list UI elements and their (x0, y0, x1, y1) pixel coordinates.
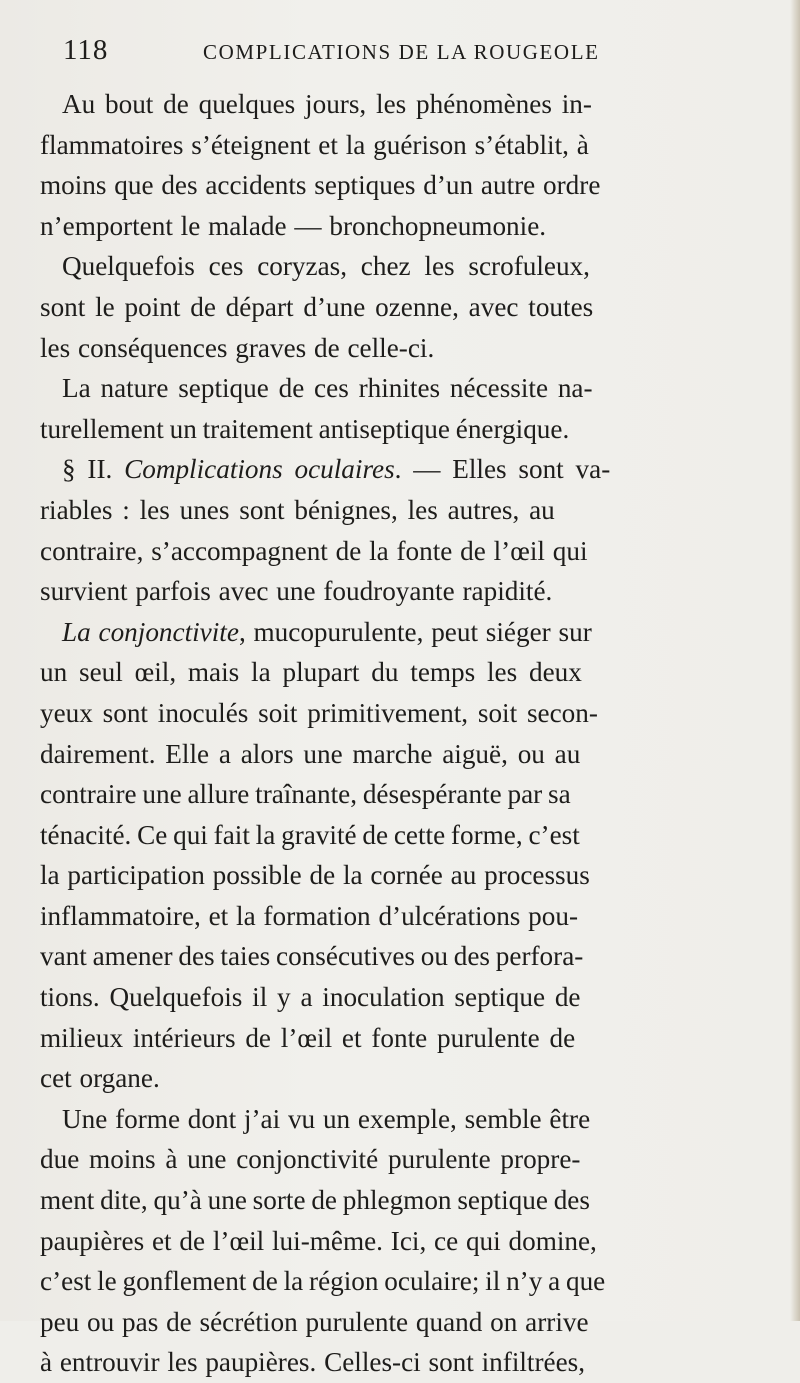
text-line: sont le point de départ d’une ozenne, avec toutes (40, 291, 594, 322)
text-line: due moins à une conjonctivité purulente propre- (40, 1144, 581, 1175)
text-line: la participation possible de la cornée au processus (40, 860, 590, 891)
text-line: Au bout de quelques jours, les phénomènes in- (62, 89, 592, 119)
text-line: à entrouvir les paupières. Celles-ci sont infiltrées, (40, 1347, 586, 1378)
page-edge-shadow (790, 0, 800, 1321)
text-line: ténacité. Ce qui fait la gravité de cette forme, c’est (40, 819, 580, 850)
body-text (40, 84, 780, 1383)
text-line: yeux sont inoculés soit primitivement, soit secon- (40, 697, 598, 728)
text-line: contraire une allure traînante, désespérante par sa (40, 779, 571, 810)
text-line: flammatoires s’éteignent et la guérison s’établit, à (40, 129, 589, 160)
text-line: Quelquefois ces coryzas, chez les scrofuleux, (62, 251, 590, 282)
text-line: turellement un traitement antiseptique énergique. (40, 413, 570, 444)
text-line: un seul œil, mais la plupart du temps les deux (40, 657, 582, 688)
text-line: La nature septique de ces rhinites nécessite na- (62, 373, 593, 404)
text-line: Une forme dont j’ai vu un exemple, semble être (62, 1103, 591, 1134)
text-line: vant amener des taies consécutives ou des perfora- (40, 941, 584, 972)
term-italic: La conjonctivite (62, 616, 239, 647)
text-line: moins que des accidents septiques d’un autre ordre (40, 170, 601, 201)
text-line: riables : les unes sont bénignes, les autres, au (40, 494, 555, 525)
text-line: tions. Quelquefois il y a inoculation septique de (40, 982, 581, 1013)
text-line: paupières et de l’œil lui-même. Ici, ce qui domine, (40, 1225, 597, 1256)
text-line: cet organe. (40, 1063, 160, 1094)
text-line: n’emportent le malade — bronchopneumonie. (40, 210, 547, 241)
text-line: milieux intérieurs de l’œil et fonte purulente de (40, 1022, 576, 1053)
section-line-rest: . — Elles sont va- (394, 454, 611, 485)
text-line: les conséquences graves de celle-ci. (40, 332, 435, 363)
text-line: survient parfois avec une foudroyante rapidité. (40, 576, 553, 607)
text-line: ment dite, qu’à une sorte de phlegmon septique des (40, 1185, 590, 1216)
page-number: 118 (63, 34, 109, 66)
section-heading-line (40, 449, 780, 490)
text-line: inflammatoire, et la formation d’ulcérations pou- (40, 900, 578, 931)
page-header (63, 34, 753, 74)
text-line: dairement. Elle a alors une marche aiguë, ou au (40, 738, 581, 769)
running-title: COMPLICATIONS DE LA ROUGEOLE (203, 40, 600, 64)
text-line: c’est le gonflement de la région oculaire; il n’y a que (40, 1266, 606, 1297)
text-line: peu ou pas de sécrétion purulente quand on arrive (40, 1306, 589, 1337)
section-title: Complications oculaires (124, 454, 395, 485)
text-line: contraire, s’accompagnent de la fonte de l’œil qui (40, 535, 588, 566)
section-number: § II. (62, 454, 125, 485)
text-line: La conjonctivite, mucopurulente, peut siéger sur (62, 616, 592, 647)
